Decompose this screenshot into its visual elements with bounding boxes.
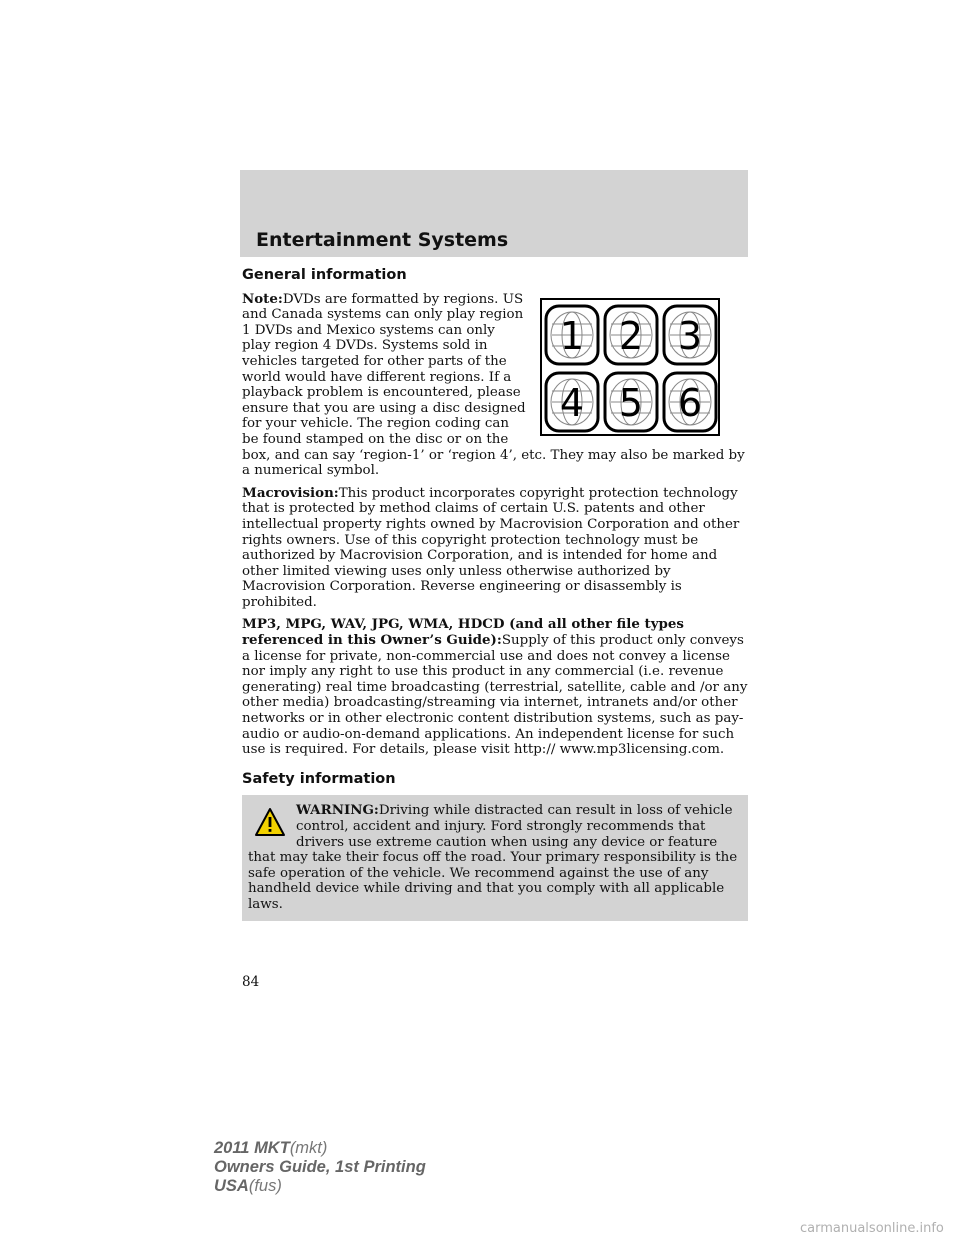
note-label: Note: [242,290,283,307]
warning-label: WARNING: [296,802,379,819]
region-3-globe-icon [664,306,716,364]
region-digit: 1 [559,313,585,358]
region-6-globe-icon [664,373,716,431]
general-information-heading: General information [242,267,407,283]
footer-market: USA [214,1177,249,1195]
macrovision-paragraph [242,486,748,611]
note-text: DVDs are formatted by regions. US and Canada systems can only play region 1 DVDs and Mexico systems can only play region 4 DVDs. Systems sold in vehicles targeted for other parts of the world would have different regions. If a playback problem is encountered, please ensure that you are using a disc designed for your vehicle. The region coding can be found stamped on the disc or on the box, and can say ‘region-1’ or ‘region 4’, etc. They may also be marked by a numerical symbol. [242,291,745,479]
warning-box [242,795,748,920]
region-2-globe-icon [605,306,657,364]
region-digit: 6 [677,380,703,425]
region-digit: 2 [618,313,644,358]
mp3-license-label: MP3, MPG, WAV, JPG, WMA, HDCD (and all other file types referenced in this Owner’s Guide): [242,616,684,649]
region-1-globe-icon [546,306,598,364]
region-digit: 5 [618,380,644,425]
warning-paragraph [248,803,740,912]
mp3-license-text: Supply of this product only conveys a license for private, non-commercial use and does not convey a license nor imply any right to use this product in any commercial (i.e. revenue generating) real time broadcasting (terrestrial, satellite, cable and /or any other media) broadcasting/streaming via internet, intranets and/or other networks or in other electronic content distribution systems, such as pay-audio or audio-on-demand applications. An independent license for such use is required. For details, please visit http:// www.mp3licensing.com. [242,633,748,758]
warning-triangle-icon [254,807,286,837]
section-header [240,170,748,257]
mp3-license-paragraph [242,617,748,757]
print-footer [214,1139,426,1196]
dvd-region-globes-figure [540,298,720,436]
region-5-globe-icon [605,373,657,431]
macrovision-text: This product incorporates copyright protection technology that is protected by method claims of certain U.S. patents and other intellectual property rights owned by Macrovision Corporation and other rights owners. Use of this copyright protection technology must be authorized by Macrovision Corporation, and is intended for home and other limited viewing uses only unless otherwise authorized by Macrovision Corporation. Reverse engineering or disassembly is prohibited. [242,485,740,610]
page-number: 84 [242,974,260,990]
region-digit: 3 [677,313,703,358]
macrovision-label: Macrovision: [242,484,339,501]
section-title: Entertainment Systems [256,229,509,251]
footer-market-code: (fus) [248,1177,282,1195]
footer-printing: Owners Guide, 1st Printing [214,1158,426,1176]
warning-text: Driving while distracted can result in loss of vehicle control, accident and injury. Ford strongly recommends that drivers use extreme caution when using any device or feature that may take their focus off the road. Your primary responsibility is the safe operation of the vehicle. We recommend against the use of any handheld device while driving and that you comply with all applicable laws. [248,803,738,912]
footer-model: 2011 MKT [214,1139,290,1157]
page-content [242,268,748,921]
region-4-globe-icon [546,373,598,431]
footer-model-code: (mkt) [289,1139,328,1157]
region-digit: 4 [559,380,585,425]
watermark: carmanualsonline.info [800,1221,944,1236]
safety-information-heading: Safety information [242,770,396,787]
